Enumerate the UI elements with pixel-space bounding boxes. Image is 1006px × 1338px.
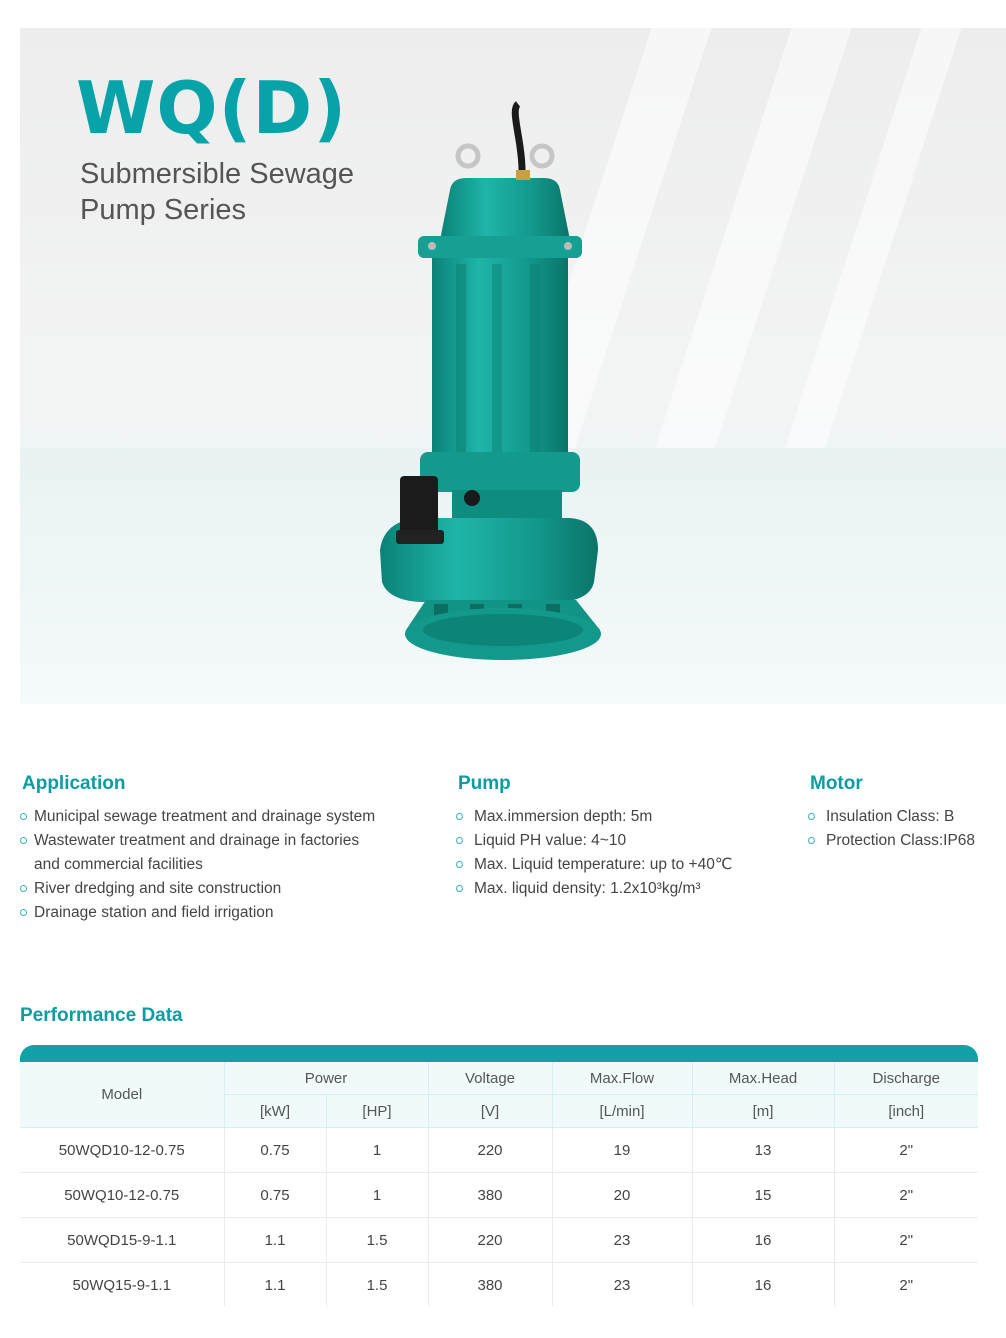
pump-list [456, 805, 732, 901]
list-item: Insulation Class: B [808, 805, 975, 829]
cell-kw: 0.75 [224, 1128, 326, 1173]
cell-kw: 1.1 [224, 1218, 326, 1263]
cell-hp: 1 [326, 1173, 428, 1218]
col-voltage: Voltage [428, 1062, 552, 1095]
application-list [20, 805, 375, 925]
list-item: River dredging and site construction [20, 877, 375, 901]
performance-heading: Performance Data [20, 1005, 183, 1026]
table-row [20, 1263, 978, 1308]
table-row [20, 1218, 978, 1263]
unit-discharge: [inch] [834, 1095, 978, 1128]
list-item: and commercial facilities [34, 856, 203, 873]
col-model: Model [20, 1062, 224, 1128]
cell-head: 16 [692, 1263, 834, 1308]
list-item: Drainage station and field irrigation [20, 901, 375, 925]
unit-kw: [kW] [224, 1095, 326, 1128]
col-power: Power [224, 1062, 428, 1095]
cell-voltage: 380 [428, 1263, 552, 1308]
cell-voltage: 380 [428, 1173, 552, 1218]
cell-hp: 1.5 [326, 1263, 428, 1308]
cell-voltage: 220 [428, 1218, 552, 1263]
col-flow: Max.Flow [552, 1062, 692, 1095]
list-item: Protection Class:IP68 [808, 829, 975, 853]
cell-discharge: 2" [899, 1276, 914, 1294]
col-head: Max.Head [692, 1062, 834, 1095]
list-item: Max. liquid density: 1.2x10³kg/m³ [456, 877, 732, 901]
list-item: Wastewater treatment and drainage in factories [20, 829, 375, 853]
table-row [20, 1128, 978, 1173]
list-item: Municipal sewage treatment and drainage system [20, 805, 375, 829]
cell-model: 50WQ10-12-0.75 [20, 1173, 224, 1218]
cell-discharge: 2" [834, 1128, 978, 1173]
cell-flow: 20 [552, 1173, 692, 1218]
list-item: Max.immersion depth: 5m [456, 805, 732, 829]
unit-flow: [L/min] [552, 1095, 692, 1128]
application-heading: Application [22, 773, 126, 794]
pump-image [380, 100, 620, 670]
product-title: WQ(D) [76, 66, 348, 150]
unit-v: [V] [428, 1095, 552, 1128]
list-item: Max. Liquid temperature: up to +40℃ [456, 853, 732, 877]
pump-heading: Pump [458, 773, 511, 794]
cell-discharge: 2" [834, 1218, 978, 1263]
cell-head: 13 [692, 1128, 834, 1173]
cell-discharge: 2" [834, 1173, 978, 1218]
cell-flow: 23 [552, 1263, 692, 1308]
cell-kw: 1.1 [224, 1263, 326, 1308]
col-discharge: Discharge [834, 1062, 978, 1095]
cell-model: 50WQ15-9-1.1 [20, 1263, 224, 1308]
list-item: Liquid PH value: 4~10 [456, 829, 732, 853]
cell-hp: 1 [326, 1128, 428, 1173]
cell-kw: 0.75 [224, 1173, 326, 1218]
unit-hp: [HP] [326, 1095, 428, 1128]
cell-model: 50WQD10-12-0.75 [20, 1128, 224, 1173]
cell-head: 15 [692, 1173, 834, 1218]
cell-hp: 1.5 [326, 1218, 428, 1263]
motor-list [808, 805, 975, 853]
product-subtitle: Submersible Sewage Pump Series [80, 158, 355, 226]
cell-flow: 19 [552, 1128, 692, 1173]
unit-head: [m] [692, 1095, 834, 1128]
performance-table [20, 1062, 978, 1307]
motor-heading: Motor [810, 773, 863, 794]
cell-voltage: 220 [428, 1128, 552, 1173]
cell-head: 16 [692, 1218, 834, 1263]
table-row [20, 1173, 978, 1218]
cell-model: 50WQD15-9-1.1 [20, 1218, 224, 1263]
cell-flow: 23 [552, 1218, 692, 1263]
